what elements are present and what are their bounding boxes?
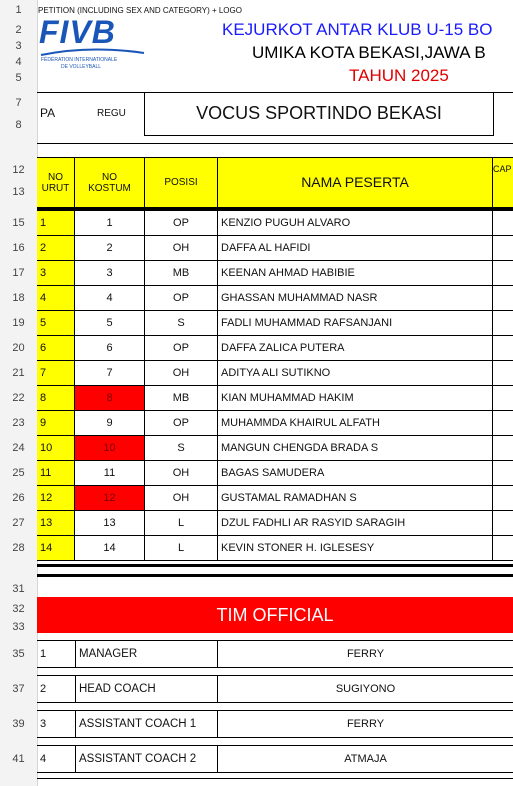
official-no[interactable]: 4 (37, 745, 75, 773)
cell-extra[interactable] (493, 511, 513, 536)
official-name[interactable]: FERRY (218, 710, 513, 738)
row-number[interactable]: 32 (12, 603, 25, 615)
cell-nama-peserta[interactable]: KENZIO PUGUH ALVARO (218, 211, 493, 236)
row-number[interactable]: 31 (12, 583, 25, 595)
official-role[interactable]: MANAGER (75, 640, 218, 668)
title-line-2: UMIKA KOTA BEKASI,JAWA B (252, 43, 486, 62)
col-header-no-kostum: NO KOSTUM (75, 158, 145, 208)
cell-extra[interactable] (493, 411, 513, 436)
official-no[interactable]: 2 (37, 675, 75, 703)
row-number[interactable]: 20 (12, 342, 25, 354)
cell-posisi[interactable]: L (145, 511, 218, 536)
row-number[interactable]: 4 (15, 56, 22, 68)
cell-no-urut[interactable]: 6 (37, 336, 75, 361)
official-no[interactable]: 1 (37, 640, 75, 668)
cell-extra[interactable] (493, 336, 513, 361)
row-number[interactable]: 37 (12, 683, 25, 695)
cell-nama-peserta[interactable]: KIAN MUHAMMAD HAKIM (218, 386, 493, 411)
row-number[interactable]: 13 (12, 186, 25, 198)
cell-no-urut[interactable]: 13 (37, 511, 75, 536)
row-number[interactable]: 18 (12, 292, 25, 304)
cell-nama-peserta[interactable]: DAFFA ZALICA PUTERA (218, 336, 493, 361)
cell-nama-peserta[interactable]: ADITYA ALI SUTIKNO (218, 361, 493, 386)
row-header-column (0, 0, 38, 786)
official-name[interactable]: FERRY (218, 640, 513, 668)
competition-note: PETITION (INCLUDING SEX AND CATEGORY) + LOGO (38, 6, 242, 15)
logo-subtitle-1: FÉDÉRATION INTERNATIONALE (41, 57, 118, 63)
official-role[interactable]: HEAD COACH (75, 675, 218, 703)
cell-nama-peserta[interactable]: GHASSAN MUHAMMAD NASR (218, 286, 493, 311)
row-number[interactable]: 39 (12, 718, 25, 730)
cell-nama-peserta[interactable]: KEENAN AHMAD HABIBIE (218, 261, 493, 286)
cell-posisi[interactable]: MB (145, 261, 218, 286)
row-number[interactable]: 2 (15, 24, 22, 36)
cell-posisi[interactable]: OH (145, 486, 218, 511)
cell-no-urut[interactable]: 3 (37, 261, 75, 286)
cell-posisi[interactable]: OP (145, 336, 218, 361)
cell-no-urut[interactable]: 7 (37, 361, 75, 386)
cell-extra[interactable] (493, 286, 513, 311)
row-number[interactable]: 27 (12, 517, 25, 529)
official-no[interactable]: 3 (37, 710, 75, 738)
cell-nama-peserta[interactable]: MUHAMMDA KHAIRUL ALFATH (218, 411, 493, 436)
cell-no-kostum[interactable]: 2 (75, 236, 145, 261)
cell-no-kostum[interactable]: 9 (75, 411, 145, 436)
cell-posisi[interactable]: L (145, 536, 218, 561)
cell-extra[interactable] (493, 211, 513, 236)
official-name[interactable]: SUGIYONO (218, 675, 513, 703)
col-header-no-urut: NO URUT (37, 158, 75, 208)
cell-no-kostum[interactable]: 4 (75, 286, 145, 311)
official-name[interactable]: ATMAJA (218, 745, 513, 773)
cell-no-kostum[interactable]: 1 (75, 211, 145, 236)
cell-posisi[interactable]: S (145, 436, 218, 461)
cell-no-urut[interactable]: 10 (37, 436, 75, 461)
row-number[interactable]: 35 (12, 648, 25, 660)
cell-no-kostum[interactable]: 5 (75, 311, 145, 336)
divider (37, 143, 513, 144)
title-line-3: TAHUN 2025 (349, 66, 449, 85)
cell-nama-peserta[interactable]: MANGUN CHENGDA BRADA S (218, 436, 493, 461)
cell-no-urut[interactable]: 5 (37, 311, 75, 336)
cell-nama-peserta[interactable]: DAFFA AL HAFIDI (218, 236, 493, 261)
official-banner: TIM OFFICIAL (37, 597, 513, 633)
spreadsheet-area (37, 0, 513, 786)
row-number[interactable]: 41 (12, 753, 25, 765)
row-number[interactable]: 22 (12, 392, 25, 404)
title-line-1: KEJURKOT ANTAR KLUB U-15 BO (222, 20, 493, 39)
cell-no-kostum[interactable]: 10 (75, 436, 145, 461)
cell-extra[interactable] (493, 536, 513, 561)
cell-posisi[interactable]: OP (145, 286, 218, 311)
row-number[interactable]: 21 (12, 367, 25, 379)
cell-no-kostum[interactable]: 12 (75, 486, 145, 511)
cell-no-urut[interactable]: 1 (37, 211, 75, 236)
cell-extra[interactable] (493, 261, 513, 286)
cell-extra[interactable] (493, 436, 513, 461)
cell-no-urut[interactable]: 9 (37, 411, 75, 436)
cell-extra[interactable] (493, 386, 513, 411)
separator-thick (37, 564, 513, 567)
regu-label: REGU (97, 108, 126, 119)
cell-extra[interactable] (493, 486, 513, 511)
cell-no-kostum[interactable]: 11 (75, 461, 145, 486)
row-number[interactable]: 7 (15, 97, 22, 109)
cell-no-kostum[interactable]: 13 (75, 511, 145, 536)
col-header-extra: CAP (493, 158, 513, 208)
fivb-logo-text: FIVB (39, 14, 116, 50)
row-number[interactable]: 24 (12, 442, 25, 454)
cell-no-urut[interactable]: 2 (37, 236, 75, 261)
cell-posisi[interactable]: OP (145, 411, 218, 436)
cell-no-kostum[interactable]: 7 (75, 361, 145, 386)
row-number[interactable]: 3 (15, 40, 22, 52)
cell-posisi[interactable]: MB (145, 386, 218, 411)
row-number[interactable]: 26 (12, 492, 25, 504)
logo-subtitle-2: DE VOLLEYBALL (61, 64, 102, 70)
cell-no-kostum[interactable]: 6 (75, 336, 145, 361)
logo-swoosh-icon (39, 47, 149, 57)
cell-extra[interactable] (493, 236, 513, 261)
official-role[interactable]: ASSISTANT COACH 2 (75, 745, 218, 773)
cell-nama-peserta[interactable]: FADLI MUHAMMAD RAFSANJANI (218, 311, 493, 336)
cell-posisi[interactable]: OH (145, 461, 218, 486)
cell-no-urut[interactable]: 12 (37, 486, 75, 511)
cell-nama-peserta[interactable]: KEVIN STONER H. IGLESESY (218, 536, 493, 561)
col-header-nama: NAMA PESERTA (218, 158, 493, 208)
cell-extra[interactable] (493, 311, 513, 336)
cell-no-kostum[interactable]: 3 (75, 261, 145, 286)
bottom-border (37, 778, 513, 779)
cell-nama-peserta[interactable]: BAGAS SAMUDERA (218, 461, 493, 486)
row-number[interactable]: 12 (12, 164, 25, 176)
row-number[interactable]: 5 (15, 72, 22, 84)
cell-no-kostum[interactable]: 8 (75, 386, 145, 411)
pa-label: PA (40, 106, 56, 120)
team-name: VOCUS SPORTINDO BEKASI (144, 92, 494, 136)
cell-no-urut[interactable]: 4 (37, 286, 75, 311)
cell-no-urut[interactable]: 11 (37, 461, 75, 486)
row-number[interactable]: 15 (12, 217, 25, 229)
row-number[interactable]: 25 (12, 467, 25, 479)
cell-no-urut[interactable]: 8 (37, 386, 75, 411)
official-role[interactable]: ASSISTANT COACH 1 (75, 710, 218, 738)
row-number[interactable]: 33 (12, 621, 25, 633)
cell-posisi[interactable]: OP (145, 211, 218, 236)
cell-extra[interactable] (493, 461, 513, 486)
row-number[interactable]: 16 (12, 242, 25, 254)
cell-no-urut[interactable]: 14 (37, 536, 75, 561)
cell-no-kostum[interactable]: 14 (75, 536, 145, 561)
row-number[interactable]: 19 (12, 317, 25, 329)
col-header-posisi: POSISI (145, 158, 218, 208)
cell-nama-peserta[interactable]: DZUL FADHLI AR RASYID SARAGIH (218, 511, 493, 536)
row-number[interactable]: 28 (12, 542, 25, 554)
cell-posisi[interactable]: S (145, 311, 218, 336)
row-number[interactable]: 23 (12, 417, 25, 429)
separator-thick (37, 574, 513, 577)
cell-extra[interactable] (493, 361, 513, 386)
row-number[interactable]: 17 (12, 267, 25, 279)
cell-nama-peserta[interactable]: GUSTAMAL RAMADHAN S (218, 486, 493, 511)
fivb-logo (39, 16, 149, 68)
cell-posisi[interactable]: OH (145, 361, 218, 386)
cell-posisi[interactable]: OH (145, 236, 218, 261)
row-number[interactable]: 8 (15, 119, 22, 131)
row-number[interactable]: 1 (15, 4, 22, 16)
